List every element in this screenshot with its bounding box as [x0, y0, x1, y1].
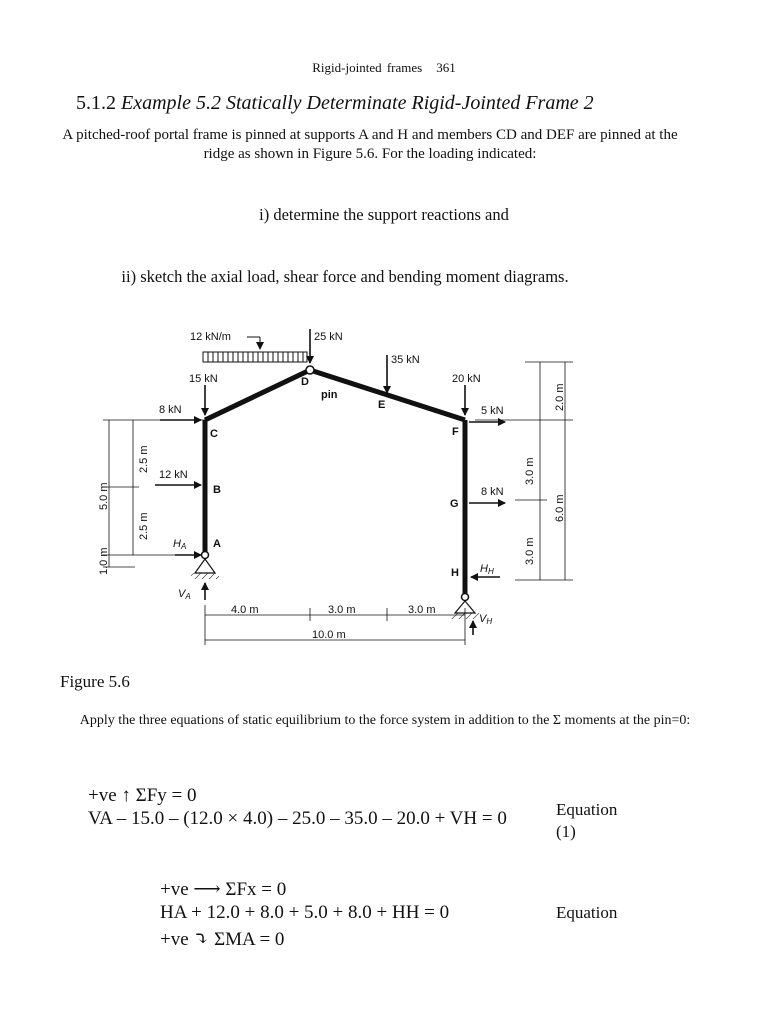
apply-paragraph: Apply the three equations of static equilibrium to the force system in addition to the Σ moments at the pin=0:: [79, 713, 691, 728]
va-label: VA: [178, 588, 191, 601]
c-horizontal-label: 8 kN: [159, 404, 182, 416]
task-item-2: ii) sketch the axial load, shear force and bending moment diagrams.: [121, 267, 569, 286]
dim-span-2: 3.0 m: [328, 604, 356, 616]
hh-label: HH: [480, 563, 494, 576]
udl-label: 12 kN/m: [190, 331, 231, 343]
pin-a: [202, 552, 209, 559]
equation-2-line-1: +ve ⟶ ΣFx = 0: [160, 879, 287, 900]
g-horizontal-label: 8 kN: [481, 486, 504, 498]
equation-2-line-2: HA + 12.0 + 8.0 + 5.0 + 8.0 + HH = 0: [160, 902, 450, 923]
intro-paragraph: A pitched-roof portal frame is pinned at supports A and H and members CD and DEF are pinned at the ridge as shown in Figure 5.6. For the loading indicated:: [62, 127, 678, 162]
c-top-load-label: 15 kN: [189, 373, 218, 385]
section-number: 5.1.2: [76, 92, 116, 114]
equation-2-label: Equation: [556, 903, 618, 922]
running-header: [0, 60, 768, 76]
node-b-label: B: [213, 484, 221, 496]
dim-left-upper: 2.5 m: [138, 445, 150, 473]
frame-figure: [95, 325, 595, 655]
task-item-1: i) determine the support reactions and: [259, 205, 509, 224]
support-a: [195, 559, 215, 573]
dim-left-lower: 2.5 m: [138, 512, 150, 540]
dim-span-3: 3.0 m: [408, 604, 436, 616]
dim-span-total: 10.0 m: [312, 629, 346, 641]
page-number: 361: [436, 60, 456, 75]
node-h-label: H: [451, 567, 459, 579]
b-horizontal-label: 12 kN: [159, 469, 188, 481]
node-e-label: E: [378, 399, 386, 411]
equation-1-number: (1): [556, 822, 576, 841]
dim-right-upper: 3.0 m: [524, 457, 536, 485]
ha-label: HA: [173, 538, 187, 551]
dim-left-base: 1.0 m: [98, 547, 110, 575]
section-heading: [76, 92, 594, 115]
equation-1-line-2: VA – 15.0 – (12.0 × 4.0) – 25.0 – 35.0 – 20.0 + VH = 0: [88, 808, 507, 829]
figure-caption: Figure 5.6: [60, 672, 130, 691]
equation-1-line-1: +ve ↑ ΣFy = 0: [88, 785, 197, 806]
f-top-load-label: 20 kN: [452, 373, 481, 385]
dim-right-total: 6.0 m: [554, 494, 566, 522]
vh-label: VH: [479, 613, 493, 626]
dim-left-total: 5.0 m: [98, 482, 110, 510]
node-g-label: G: [450, 498, 459, 510]
section-title: Example 5.2 Statically Determinate Rigid-Jointed Frame 2: [121, 92, 594, 114]
ridge-pin: [306, 366, 314, 374]
frame-members: [205, 370, 465, 597]
node-c-label: C: [210, 428, 218, 440]
support-a-hatch: [191, 573, 219, 579]
rafter-cd: [205, 370, 310, 420]
roof-load-label: 35 kN: [391, 354, 420, 366]
f-horizontal-label: 5 kN: [481, 405, 504, 417]
running-title: Rigid-jointed frames: [312, 60, 423, 75]
equation-2-line-3: +ve ⤵ ΣMA = 0: [160, 929, 285, 950]
node-a-label: A: [213, 538, 221, 550]
dim-right-lower: 3.0 m: [524, 537, 536, 565]
dim-span-1: 4.0 m: [231, 604, 259, 616]
pin-label: pin: [321, 389, 338, 401]
ridge-load-label: 25 kN: [314, 331, 343, 343]
pin-h: [462, 594, 469, 601]
dim-right-roof: 2.0 m: [554, 383, 566, 411]
equation-1-label: Equation: [556, 800, 618, 819]
node-d-label: D: [301, 376, 309, 388]
node-f-label: F: [452, 426, 459, 438]
